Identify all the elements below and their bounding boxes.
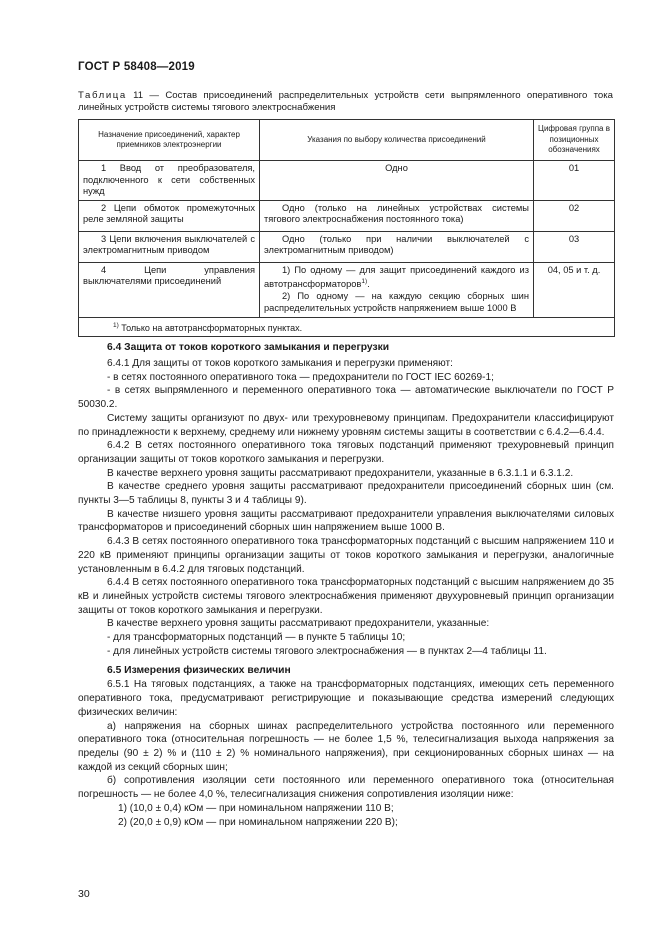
table-footnote [79, 317, 615, 337]
table-cell-purpose: 4 Цепи управления выключателями присоединений [79, 262, 260, 317]
table-cell-instructions: Одно [260, 161, 534, 201]
table-row [79, 262, 615, 317]
paragraph: - для линейных устройств системы тягового электроснабжения — в пунктах 2—4 таблицы 11. [107, 645, 547, 657]
section-heading-6-5: 6.5 Измерения физических величин [107, 665, 291, 677]
instruction-item-2: 2) По одному — на каждую секцию сборных шин распределительных устройств напряжением выше 1000 В [264, 291, 529, 313]
table-cell-digit-group: 01 [534, 161, 615, 201]
paragraph: а) напряжения на сборных шинах распределительного устройства постоянного или переменного оперативного тока (относительная погрешность — не более 1,5 %, телесигнализация выхода напряжения за пределы (90 ± 2) % и (110 ± 2) % номинального напряжения), при секционированных сборных шинах — на каждой из секций сборных шин; [78, 720, 614, 773]
connections-table [78, 119, 615, 337]
paragraph: В качестве верхнего уровня защиты рассматривают предохранители, указанные: [107, 618, 490, 630]
table-caption-text: 11 — Состав присоединений распределительных устройств сети выпрямленного оперативного тока линейных устройств системы тягового электроснабжения [78, 90, 613, 113]
table-cell-instructions: Одно (только на линейных устройствах системы тягового электроснабжения постоянного тока) [260, 200, 534, 231]
table-header-instructions: Указания по выбору количества присоединений [260, 120, 534, 161]
paragraph: 6.4.4 В сетях постоянного оперативного тока трансформаторных подстанций с высшим напряжением до 35 кВ и линейных устройств системы тягового электроснабжения применяют двухуровневый принцип организации защиты от токов короткого замыкания и перегрузки. [78, 577, 614, 616]
footnote-mark: 1) [113, 321, 119, 329]
paragraph: В качестве среднего уровня защиты рассматривают предохранители присоединений сборных шин (см. пункты 3—5 таблицы 8, пункты 3 и 4 таблицы 9). [78, 481, 614, 507]
table-header-row [79, 120, 615, 161]
paragraph: 6.5.1 На тяговых подстанциях, а также на трансформаторных подстанциях, имеющих сеть переменного оперативного тока, предусматривают регистрирующие и показывающие средства измерений следующих физических величин: [78, 679, 614, 718]
paragraph: 6.4.1 Для защиты от токов короткого замыкания и перегрузки применяют: [107, 358, 453, 369]
paragraph: Систему защиты организуют по двух- или трехуровневому принципам. Предохранители классифицируют по принадлежности к верхнему, среднему или нижнему уровням системы защиты в соответствии с 6.4.2—6.4.4. [78, 412, 614, 438]
body-text [78, 341, 614, 829]
table-cell-purpose: 1 Ввод от преобразователя, подключенного к сети собственных нужд [79, 161, 260, 201]
table-cell-digit-group: 02 [534, 200, 615, 231]
table-cell-instructions: Одно (только при наличии выключателей с электромагнитным приводом) [260, 231, 534, 262]
table-row [79, 231, 615, 262]
table-caption [78, 90, 613, 114]
paragraph: 6.4.2 В сетях постоянного оперативного тока тяговых подстанций применяют трехуровневый принцип организации защиты от токов короткого замыкания и перегрузки. [78, 440, 614, 465]
paragraph: б) сопротивления изоляции сети постоянного или переменного оперативного тока (относительная погрешность — не более 4,0 %, телесигнализация снижения сопротивления изоляции ниже: [78, 775, 614, 801]
paragraph: 1) (10,0 ± 0,4) кОм — при номинальном напряжении 110 В; [118, 802, 394, 814]
paragraph: - для трансформаторных подстанций — в пункте 5 таблицы 10; [107, 632, 406, 644]
instruction-item-1: 1) По одному — для защит присоединений каждого из автотрансформаторов$^{1)}$. [264, 264, 529, 290]
paragraph: - в сетях постоянного оперативного тока — предохранители по ГОСТ IEC 60269-1; [107, 371, 494, 383]
table-header-digit-group: Цифровая группа в позиционных обозначениях [534, 120, 615, 161]
table-footnote-row [79, 317, 615, 337]
table-cell-purpose: 2 Цепи обмоток промежуточных реле земляной защиты [79, 200, 260, 231]
paragraph: В качестве верхнего уровня защиты рассматривают предохранители, указанные в 6.3.1.1 и 6.3.1.2. [107, 467, 574, 479]
table-caption-label: Таблица [78, 90, 127, 101]
paragraph: 6.4.3 В сетях постоянного оперативного тока трансформаторных подстанций с высшим напряжением 110 и 220 кВ применяют принципы организации защиты от токов короткого замыкания и перегрузки, аналогичные установленным в 6.4.2 для тяговых подстанций. [78, 536, 614, 575]
table-cell-purpose: 3 Цепи включения выключателей с электромагнитным приводом [79, 231, 260, 262]
standard-header: ГОСТ Р 58408—2019 [78, 61, 195, 73]
section-heading-6-4: 6.4 Защита от токов короткого замыкания и перегрузки [107, 342, 390, 353]
table-header-purpose: Назначение присоединений, характер приемников электроэнергии [79, 120, 260, 161]
table-cell-digit-group: 04, 05 и т. д. [534, 262, 615, 317]
paragraph: В качестве низшего уровня защиты рассматривают предохранители управления выключателями силовых трансформаторов и присоединений сборных шин напряжением выше 1000 В. [78, 508, 614, 534]
paragraph: 2) (20,0 ± 0,9) кОм — при номинальном напряжении 220 В); [118, 816, 398, 828]
page-number: 30 [78, 888, 90, 900]
footnote-text: Только на автотрансформаторных пунктах. [118, 322, 303, 333]
table-cell-instructions [260, 262, 534, 317]
paragraph: - в сетях выпрямленного и переменного оперативного тока — автоматические выключатели по ГОСТ Р 50030.2. [78, 385, 614, 411]
table-cell-digit-group: 03 [534, 231, 615, 262]
table-row [79, 200, 615, 231]
table-row [79, 161, 615, 201]
